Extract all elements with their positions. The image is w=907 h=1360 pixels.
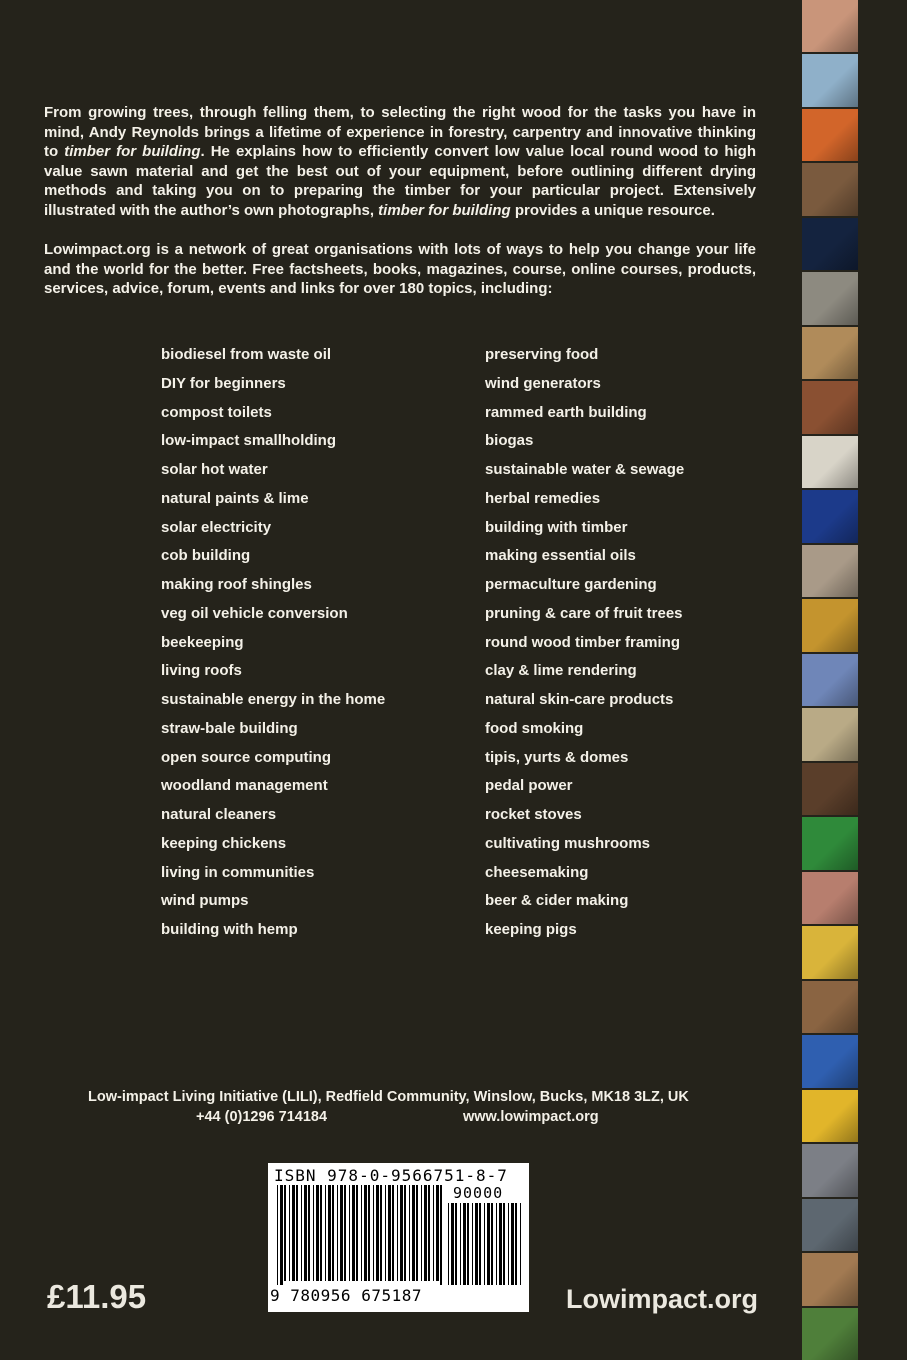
barcode-bar (421, 1185, 422, 1281)
barcode-bar (496, 1203, 497, 1285)
topic-item: solar electricity (161, 518, 272, 536)
barcode-bar (397, 1185, 398, 1281)
barcode-bar (491, 1203, 493, 1285)
barcode-bar (467, 1203, 469, 1285)
photo-wellington-boot (802, 817, 858, 869)
barcode-bar (448, 1203, 449, 1285)
blurb (44, 103, 756, 319)
barcode-bar (404, 1185, 406, 1281)
barcode-bar (296, 1185, 298, 1281)
barcode-bar (460, 1203, 461, 1285)
barcode-addon-bars (448, 1203, 522, 1285)
photo-roof (802, 1199, 858, 1251)
topic-item: clay & lime rendering (485, 662, 637, 680)
photo-honey-jar (802, 926, 858, 978)
barcode-bar (376, 1185, 379, 1281)
photo-dropper-bottle (802, 545, 858, 597)
topic-item: low-impact smallholding (161, 432, 337, 450)
topic-item: natural skin-care products (485, 691, 674, 708)
blurb-text: provides a unique resource. (510, 201, 715, 219)
topic-item: biogas (485, 432, 534, 450)
photo-mushroom (802, 763, 858, 815)
photo-strip (802, 0, 858, 1360)
barcode-bar (325, 1185, 326, 1281)
barcode-bar (436, 1185, 439, 1281)
topic-item: beer & cider making (485, 892, 629, 910)
topic-item: cultivating mushrooms (485, 834, 651, 852)
barcode-digits: 9 780956 675187 (270, 1286, 422, 1305)
topic-item: sustainable energy in the home (161, 691, 386, 708)
topic-item: sustainable water & sewage (485, 461, 685, 478)
barcode-bar (284, 1185, 286, 1281)
barcode-bar (364, 1185, 367, 1281)
barcode-bar (487, 1203, 490, 1285)
photo-blue-bowl (802, 490, 858, 542)
isbn-barcode (268, 1163, 529, 1312)
barcode-bar (301, 1185, 302, 1281)
photo-timber-stack (802, 163, 858, 215)
photo-lemon (802, 1090, 858, 1142)
photo-pig (802, 872, 858, 924)
barcode-bar (455, 1203, 457, 1285)
photo-hand (802, 0, 858, 52)
photo-windmill (802, 1144, 858, 1196)
photo-log (802, 981, 858, 1033)
website-url: www.lowimpact.org (463, 1109, 599, 1125)
topic-item: biodiesel from waste oil (161, 346, 332, 363)
photo-pot (802, 381, 858, 433)
isbn-text: ISBN 978-0-9566751-8-7 (274, 1166, 508, 1185)
topic-item: making roof shingles (161, 576, 312, 593)
topic-item: building with hemp (161, 921, 298, 938)
barcode-bar (304, 1185, 307, 1281)
barcode-bar (409, 1185, 410, 1281)
topic-item: solar hot water (161, 461, 268, 478)
topic-item: wind pumps (161, 892, 249, 910)
barcode-bar (412, 1185, 415, 1281)
barcode-bar (472, 1203, 473, 1285)
barcode-bar (380, 1185, 382, 1281)
publisher-address (88, 1087, 713, 1125)
barcode-bar (277, 1185, 278, 1285)
topic-item: open source computing (161, 748, 332, 766)
topic-item: food smoking (485, 719, 584, 737)
barcode-bar (368, 1185, 370, 1281)
barcode-bar (440, 1185, 442, 1285)
topic-item: natural cleaners (161, 806, 277, 823)
topic-item: round wood timber framing (485, 633, 680, 651)
photo-wicker (802, 708, 858, 760)
blurb-text: From growing trees, through felling them, to selecting the right wood for the tasks you have in mind, Andy Reynolds brings a lifetime of experience in forestry, carpentry and innovative thinking to (44, 104, 756, 161)
photo-solar-panel (802, 1035, 858, 1087)
barcode-bar (356, 1185, 358, 1281)
topic-item: rocket stoves (485, 806, 582, 823)
topic-item: wind generators (485, 374, 601, 392)
topic-item: herbal remedies (485, 489, 601, 507)
barcode-bar (428, 1185, 430, 1281)
barcode-bar (332, 1185, 334, 1281)
topic-item: pruning & care of fruit trees (485, 604, 683, 622)
barcode-bar (352, 1185, 355, 1281)
photo-carving (802, 327, 858, 379)
topic-item: living roofs (161, 662, 242, 680)
topic-item: keeping chickens (161, 834, 287, 852)
photo-wooden-chair (802, 1253, 858, 1305)
book-title-italic: timber for building (378, 201, 511, 219)
topic-item: making essential oils (485, 547, 636, 565)
blurb-paragraph-lowimpact: Lowimpact.org is a network of great organisations with lots of ways to help you change your life and the world for the better. Free factsheets, books, magazines, course, online courses, products, services, advice, forum, events and links for over 180 topics, including: (44, 241, 756, 298)
barcode-bar (344, 1185, 346, 1281)
topic-item: building with timber (485, 518, 628, 536)
barcode-bar (340, 1185, 343, 1281)
photo-hammer (802, 272, 858, 324)
address-line: Low-impact Living Initiative (LILI), Redfield Community, Winslow, Bucks, MK18 3LZ, UK (88, 1089, 689, 1105)
topic-item: cob building (161, 547, 251, 565)
barcode-bar (361, 1185, 362, 1281)
blurb-text: . He explains how to efficiently convert low value local round wood to high value sawn material and get the best out of your equipment, before outlining different drying methods and taking you on to preparing the timber for your particular project. Extensively illustrated with the author’s own photographs, (44, 143, 756, 219)
barcode-bar (328, 1185, 331, 1281)
barcode-bar (479, 1203, 481, 1285)
topic-item: straw-bale building (161, 719, 298, 737)
photo-wind-turbine (802, 654, 858, 706)
topics-list-left (161, 345, 461, 949)
barcode-bar (308, 1185, 310, 1281)
topic-item: DIY for beginners (161, 374, 286, 392)
barcode-bar (515, 1203, 517, 1285)
brand-logo-text: Lowimpact.org (566, 1284, 759, 1314)
barcode-bar (316, 1185, 319, 1281)
barcode-bar (463, 1203, 466, 1285)
barcode-bar (392, 1185, 394, 1281)
price: £11.95 (47, 1278, 147, 1315)
photo-gas-flame (802, 218, 858, 270)
topic-item: beekeeping (161, 633, 244, 651)
barcode-bar (475, 1203, 478, 1285)
topic-item: cheesemaking (485, 863, 589, 881)
barcode-bar (511, 1203, 514, 1285)
topic-item: compost toilets (161, 403, 272, 421)
price-addon-text: 90000 (453, 1184, 504, 1202)
barcode-bar (337, 1185, 338, 1281)
topic-item: living in communities (161, 863, 315, 881)
barcode-bar (520, 1203, 521, 1285)
topic-item: keeping pigs (485, 921, 577, 938)
topics-list-right (485, 345, 785, 949)
barcode-bar (373, 1185, 374, 1281)
topic-item: tipis, yurts & domes (485, 748, 629, 766)
topic-item: woodland management (161, 777, 328, 795)
barcode-bar (424, 1185, 427, 1281)
book-title-italic: timber for building (64, 143, 201, 161)
barcode-bar (400, 1185, 403, 1281)
photo-fire (802, 109, 858, 161)
barcode-bar (320, 1185, 322, 1281)
phone-number: +44 (0)1296 714184 (196, 1109, 328, 1125)
barcode-bars (277, 1185, 443, 1285)
topic-item: pedal power (485, 777, 573, 795)
barcode-bar (313, 1185, 314, 1281)
barcode-bar (388, 1185, 391, 1281)
topic-item: permaculture gardening (485, 576, 657, 593)
barcode-bar (451, 1203, 454, 1285)
barcode-bar (503, 1203, 505, 1285)
barcode-bar (289, 1185, 290, 1281)
photo-apple (802, 599, 858, 651)
photo-leaves (802, 1308, 858, 1360)
barcode-bar (280, 1185, 283, 1285)
topic-item: veg oil vehicle conversion (161, 604, 348, 622)
barcode-bar (385, 1185, 386, 1281)
barcode-bar (416, 1185, 418, 1281)
barcode-bar (292, 1185, 295, 1281)
barcode-bar (484, 1203, 485, 1285)
blurb-paragraph-description (44, 103, 756, 221)
topic-item: preserving food (485, 346, 599, 363)
topic-item: rammed earth building (485, 403, 647, 421)
barcode-bar (433, 1185, 434, 1281)
barcode-bar (499, 1203, 502, 1285)
photo-tipis (802, 54, 858, 106)
barcode-bar (349, 1185, 350, 1281)
barcode-bar (508, 1203, 509, 1285)
photo-duck (802, 436, 858, 488)
topic-item: natural paints & lime (161, 489, 309, 507)
